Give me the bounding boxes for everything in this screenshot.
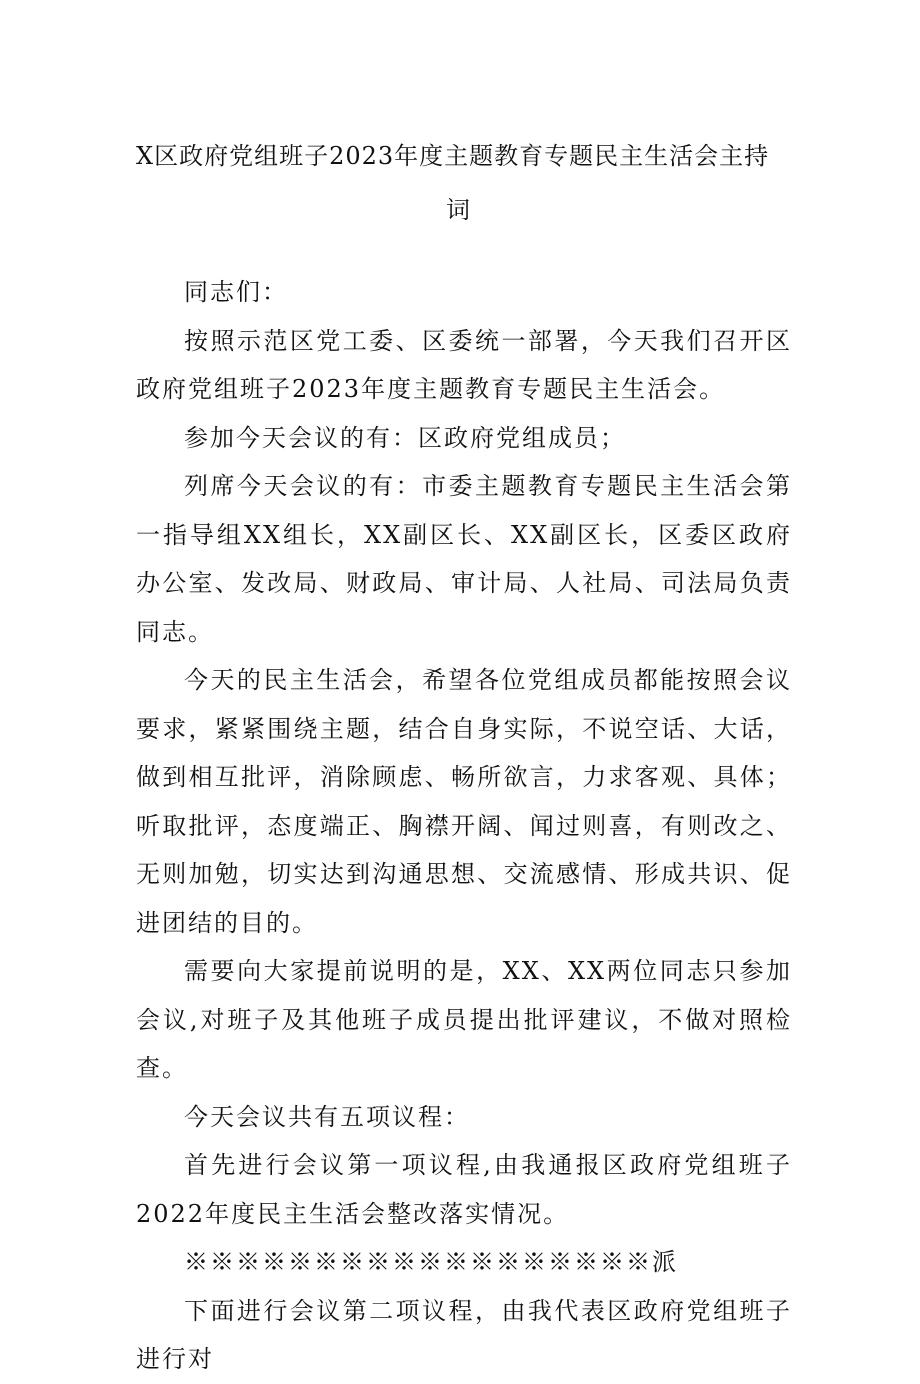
- document-body: [136, 268, 792, 1384]
- paragraph-deployment: 按照示范区党工委、区委统一部署，今天我们召开区政府党组班子2023年度主题教育专题民主生活会。: [136, 326, 792, 403]
- paragraph-salutation: 同志们：: [184, 278, 288, 306]
- document-title-line-1: X区政府党组班子2023年度主题教育专题民主生活会主持: [136, 142, 770, 170]
- paragraph-attendees: 列席今天会议的有：市委主题教育专题民主生活会第一指导组XX组长，XX副区长、XX副区长，区委区政府办公室、发改局、财政局、审计局、人社局、司法局负责同志。: [136, 472, 792, 646]
- paragraph-participants: 参加今天会议的有：区政府党组成员；: [184, 423, 626, 452]
- paragraph-agenda-item-2: 下面进行会议第二项议程，由我代表区政府党组班子进行对: [136, 1296, 792, 1373]
- paragraph-note: 需要向大家提前说明的是，XX、XX两位同志只参加会议,对班子及其他班子成员提出批评建议，不做对照检查。: [136, 957, 792, 1082]
- paragraph-expectations: 今天的民主生活会，希望各位党组成员都能按照会议要求，紧紧围绕主题，结合自身实际，不说空话、大话，做到相互批评，消除顾虑、畅所欲言，力求客观、具体；听取批评，态度端正、胸襟开阔、闻过则喜，有则改之、无则加勉，切实达到沟通思想、交流感情、形成共识、促进团结的目的。: [136, 666, 792, 937]
- paragraph-agenda-intro: 今天会议共有五项议程：: [184, 1102, 470, 1131]
- document-title-line-2: 词: [446, 196, 471, 224]
- paragraph-agenda-item-1: 首先进行会议第一项议程,由我通报区政府党组班子2022年度民主生活会整改落实情况。: [136, 1151, 792, 1228]
- paragraph-redacted: ※※※※※※※※※※※※※※※※※※派: [184, 1248, 678, 1276]
